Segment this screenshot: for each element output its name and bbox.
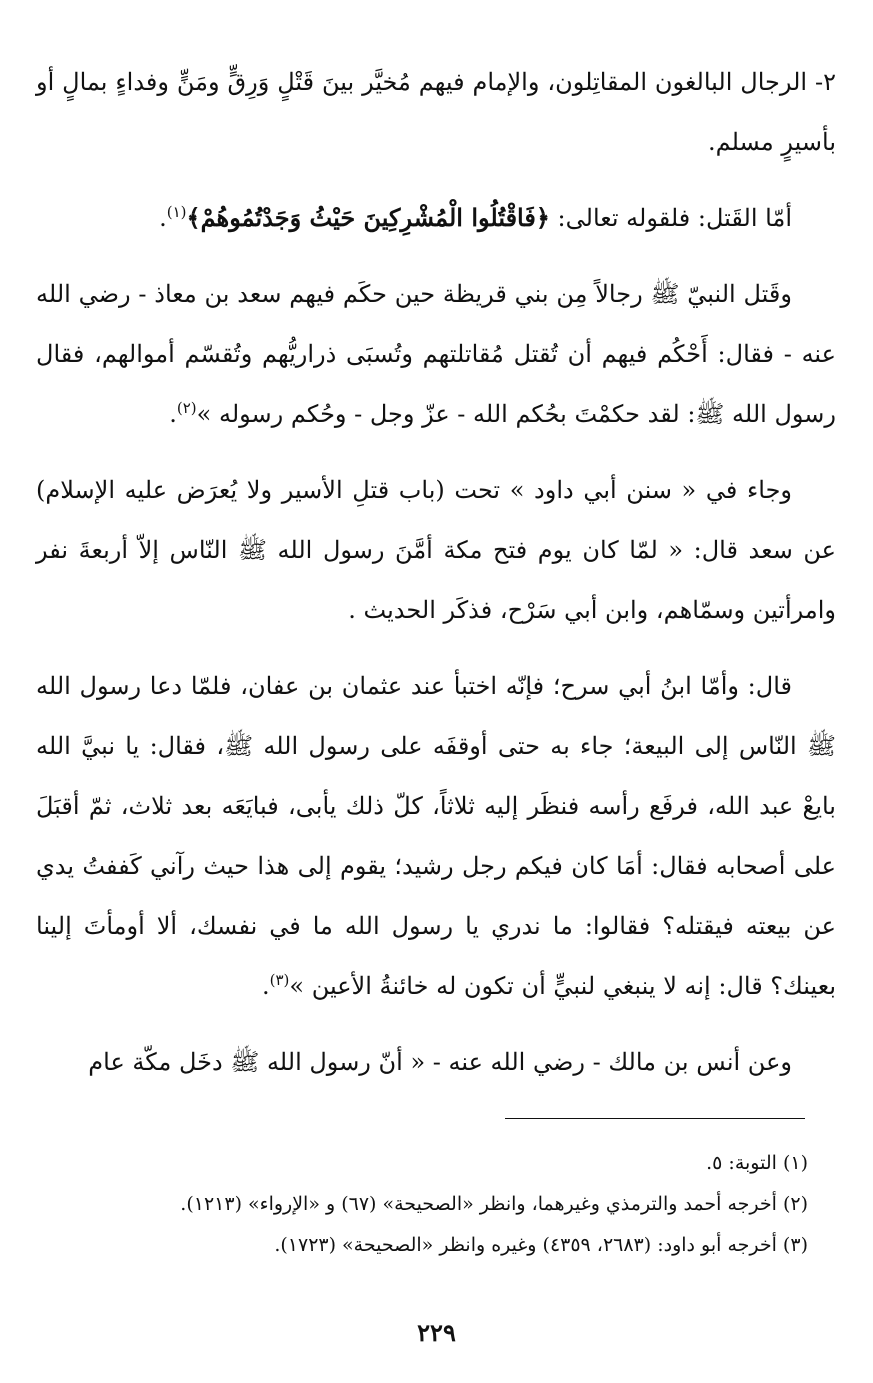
paragraph-text: وعن أنس بن مالك - رضي الله عنه - « أنّ رسول الله ﷺ دخَل مكّة عام: [88, 1048, 792, 1076]
paragraph-1: [36, 52, 836, 172]
paragraph-tail: .: [169, 400, 177, 428]
footnote-divider: [505, 1118, 805, 1119]
main-text: [36, 52, 836, 1108]
paragraph-2: [36, 188, 836, 248]
paragraph-3: [36, 264, 836, 444]
paragraph-text: وقَتل النبيّ ﷺ رجالاً مِن بني قريظة حين حكَم فيهم سعد بن معاذ - رضي الله عنه - فقال: أَحْكُم فيهم أن تُقتل مُقاتلتهم وتُسبَى ذراريُّهم وتُقسّم أموالهم، فقال رسول الله ﷺ: لقد حكمْتَ بحُكم الله - عزّ وجل - وحُكم رسوله »: [36, 280, 836, 428]
quran-verse: ﴿فَاقْتُلُوا الْمُشْرِكِينَ حَيْثُ وَجَدْتُمُوهُمْ﴾: [186, 203, 550, 232]
footnote-marker: (٣): [269, 971, 290, 989]
paragraph-4: [36, 460, 836, 640]
paragraph-6: [36, 1032, 836, 1092]
footnote-2: (٢) أخرجه أحمد والترمذي وغيرهما، وانظر «الصحيحة» (٦٧) و «الإرواء» (١٢١٣).: [180, 1193, 808, 1215]
paragraph-text: ٢- الرجال البالغون المقاتِلون، والإمام فيهم مُخيَّر بينَ قَتْلٍ وَرِقٍّ ومَنٍّ وفداءٍ بمالٍ أو بأسيرٍ مسلم.: [36, 68, 836, 156]
footnotes: [60, 1143, 808, 1266]
footnote-marker: (١): [166, 203, 187, 221]
paragraph-5: [36, 656, 836, 1016]
footnote-1: (١) التوبة: ٥.: [706, 1152, 808, 1174]
paragraph-text: قال: وأمّا ابنُ أبي سرح؛ فإنّه اختبأ عند عثمان بن عفان، فلمّا دعا رسول الله ﷺ النّاس إلى البيعة؛ جاء به حتى أوقفَه على رسول الله ﷺ، فقال: يا نبيَّ الله بايعْ عبد الله، فرفَع رأسه فنظَر إليه ثلاثاً، كلّ ذلك يأبى، فبايَعَه بعد ثلاث، ثمّ أقبَلَ على أصحابه فقال: أمَا كان فيكم رجل رشيد؛ يقوم إلى هذا حيث رآني كَففتُ يدي عن بيعته فيقتله؟ فقالوا: ما ندري يا رسول الله ما في نفسك، ألا أومأتَ إلينا بعينك؟ قال: إنه لا ينبغي لنبيٍّ أن تكون له خائنةُ الأعين »: [36, 672, 836, 1000]
paragraph-lead: أمّا القَتل: فلقوله تعالى:: [549, 204, 792, 232]
footnote-3: (٣) أخرجه أبو داود: (٢٦٨٣، ٤٣٥٩) وغيره وانظر «الصحيحة» (١٧٢٣).: [274, 1234, 808, 1256]
paragraph-text: وجاء في « سنن أبي داود » تحت (باب قتلِ الأسير ولا يُعرَض عليه الإسلام) عن سعد قال: « لمّا كان يوم فتح مكة أمَّنَ رسول الله ﷺ النّاس إلاّ أربعةَ نفر وامرأتين وسمّاهم، وابن أبي سَرْح، فذكَر الحديث .: [36, 476, 836, 624]
page-number: ٢٢٩: [417, 1318, 456, 1347]
paragraph-tail: .: [159, 204, 167, 232]
footnote-marker: (٢): [176, 399, 197, 417]
paragraph-tail: .: [261, 972, 270, 1000]
